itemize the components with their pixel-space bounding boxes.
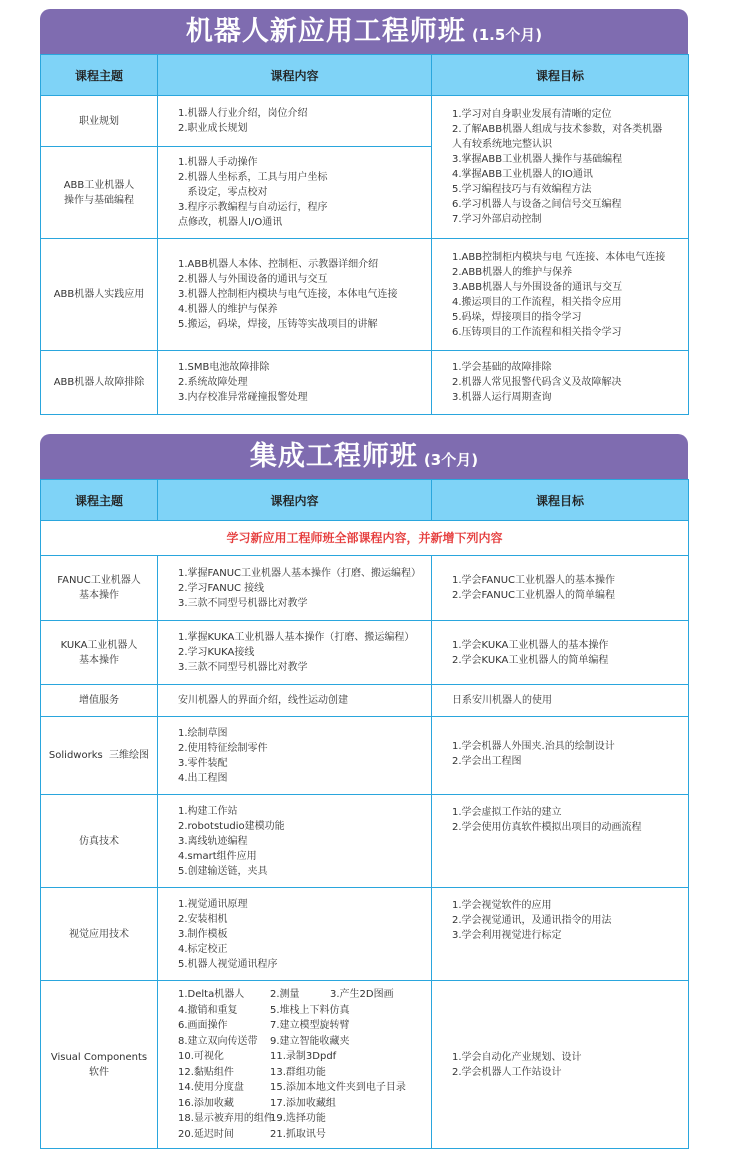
content-line: 3.制作模板 [178, 928, 228, 940]
goal-line: 2.学会使用仿真软件模拟出项目的动画流程 [452, 822, 642, 833]
content-line: 4.机器人的维护与保养 [178, 304, 278, 315]
content-line: 5.搬运，码垛，焊接，压铸等实战项目的讲解 [178, 319, 378, 330]
goal-line: 4.搬运项目的工作流程，相关指令应用 [452, 296, 622, 308]
goal-line: 1.ABB控制柜内模块与电 气连接、本体电气连接 [452, 251, 666, 263]
vc-feature-list [178, 987, 421, 1003]
goal-line: 人有较系统地完整认识 [452, 139, 552, 150]
table-row [41, 888, 689, 981]
goal-line: 日系安川机器人的使用 [452, 695, 552, 706]
topic-text: FANUC工业机器人 [57, 575, 141, 586]
vc-feature-list [178, 1018, 421, 1034]
content-cell [158, 717, 432, 795]
topic-text: 职业规划 [79, 115, 119, 127]
content-line: 点修改，机器人I/O通讯 [178, 217, 283, 228]
topic-text: Visual Components [50, 1051, 148, 1063]
section-1-table [40, 54, 689, 415]
course-note: 学习新应用工程师班全部课程内容，并新增下列内容 [41, 521, 689, 556]
content-cell [158, 351, 432, 415]
section-2-banner [40, 434, 688, 479]
content-line: 1.机器人行业介绍，岗位介绍 [178, 108, 308, 119]
header-topic: 课程主题 [41, 55, 158, 96]
content-line: 1.SMB电池故障排除 [178, 362, 270, 373]
content-cell [158, 96, 432, 147]
goal-line: 3.机器人运行周期查询 [452, 392, 552, 403]
table-header-row [41, 480, 689, 521]
table-row [41, 685, 689, 717]
topic-cell [41, 147, 158, 239]
content-line: 3.内存校准异常碰撞报警处理 [178, 392, 308, 403]
goal-cell [432, 621, 689, 685]
content-line: 2.学习KUKA接线 [178, 647, 255, 658]
list-item: 2.测量 [270, 989, 300, 1000]
content-line: 2.机器人与外围设备的通讯与交互 [178, 274, 328, 285]
course-section-2 [40, 434, 688, 1149]
vc-feature-list [178, 1003, 421, 1019]
content-line: 2.使用特征绘制零件 [178, 742, 268, 754]
list-item: 7.建立模型旋转臂 [270, 1020, 350, 1031]
goal-cell [432, 685, 689, 717]
vc-feature-list [178, 1111, 421, 1127]
goal-line: 1.学会机器人外围夹.治具的绘制设计 [452, 741, 615, 752]
goal-line: 7.学习外部启动控制 [452, 214, 542, 225]
vc-feature-list [178, 1049, 421, 1065]
topic-text: 视觉应用技术 [69, 928, 129, 940]
list-item: 5.堆栈上下料仿真 [270, 1004, 350, 1016]
topic-cell [41, 795, 158, 888]
goal-line: 1.学习对自身职业发展有清晰的定位 [452, 109, 612, 120]
vc-feature-list [178, 1080, 421, 1096]
content-line: 2.robotstudio建模功能 [178, 820, 285, 832]
topic-text: 仿真技术 [79, 835, 119, 847]
content-cell [158, 981, 432, 1149]
goal-line: 2.学会视觉通讯，及通讯指令的用法 [452, 915, 612, 926]
goal-cell [432, 556, 689, 621]
list-item: 12.黏贴组件 [178, 1066, 234, 1078]
goal-line: 2.学会机器人工作站设计 [452, 1066, 562, 1078]
topic-text: Solidworks 三维绘图 [48, 750, 150, 761]
table-row [41, 96, 689, 147]
table-row [41, 981, 689, 1149]
list-item: 17.添加收藏组 [270, 1097, 336, 1109]
topic-cell [41, 685, 158, 717]
list-item: 6.画面操作 [178, 1020, 228, 1031]
content-cell [158, 795, 432, 888]
topic-cell [41, 351, 158, 415]
list-item: 4.撤销和重复 [178, 1004, 238, 1016]
list-item: 15.添加本地文件夹到电子目录 [270, 1082, 406, 1093]
goal-line: 1.学会FANUC工业机器人的基本操作 [452, 575, 615, 586]
goal-line: 1.学会自动化产业规划、设计 [452, 1051, 582, 1063]
content-cell [158, 239, 432, 351]
goal-cell [432, 888, 689, 981]
topic-text: ABB机器人实践应用 [53, 289, 145, 300]
table-header-row [41, 55, 689, 96]
list-item: 14.使用分度盘 [178, 1082, 244, 1093]
topic-text: 增值服务 [79, 695, 119, 706]
list-item: 18.显示被弃用的组件 [178, 1113, 274, 1124]
goal-line: 2.ABB机器人的维护与保养 [452, 266, 573, 278]
section-1-banner [40, 9, 688, 54]
content-line: 2.机器人坐标系，工具与用户坐标 [178, 172, 328, 183]
content-line: 4.出工程图 [178, 772, 228, 784]
content-line: 1.视觉通讯原理 [178, 898, 248, 910]
content-line: 安川机器人的界面介绍，线性运动创建 [178, 695, 348, 706]
goal-line: 2.机器人常见报警代码含义及故障解决 [452, 377, 622, 388]
content-line: 2.学习FANUC 接线 [178, 582, 265, 594]
content-line: 5.创建输送链，夹具 [178, 865, 268, 877]
header-goal: 课程目标 [432, 480, 689, 521]
content-cell [158, 621, 432, 685]
content-line: 4.标定校正 [178, 943, 228, 955]
goal-line: 2.学会KUKA工业机器人的简单编程 [452, 654, 609, 666]
topic-text: 基本操作 [79, 590, 119, 601]
vc-feature-list [178, 1096, 421, 1112]
goal-line: 1.学会基础的故障排除 [452, 362, 552, 373]
topic-text: 基本操作 [79, 654, 119, 666]
content-line: 2.系统故障处理 [178, 377, 248, 388]
content-line: 1.绘制草图 [178, 727, 228, 739]
content-line: 3.程序示教编程与自动运行，程序 [178, 202, 328, 213]
goal-line: 5.学习编程技巧与有效编程方法 [452, 184, 592, 195]
topic-text: 软件 [89, 1066, 109, 1078]
course-section-1 [40, 9, 688, 415]
content-cell [158, 685, 432, 717]
list-item: 10.可视化 [178, 1051, 224, 1062]
content-line: 1.ABB机器人本体、控制柜、示教器详细介绍 [178, 259, 379, 270]
content-cell [158, 888, 432, 981]
content-line: 3.离线轨迹编程 [178, 835, 248, 847]
table-row [41, 717, 689, 795]
topic-cell [41, 239, 158, 351]
header-content: 课程内容 [158, 55, 432, 96]
content-line: 3.零件装配 [178, 757, 228, 769]
table-row [41, 239, 689, 351]
content-cell [158, 147, 432, 239]
content-line: 5.机器人视觉通讯程序 [178, 958, 278, 970]
topic-text: ABB工业机器人 [63, 179, 135, 191]
content-line: 1.掌握FANUC工业机器人基本操作（打磨、搬运编程） [178, 567, 421, 579]
topic-text: 操作与基础编程 [64, 194, 134, 206]
list-item: 13.群组功能 [270, 1066, 326, 1078]
content-line: 4.smart组件应用 [178, 850, 257, 862]
note-row [41, 521, 689, 556]
header-topic: 课程主题 [41, 480, 158, 521]
topic-cell [41, 717, 158, 795]
vc-feature-list [178, 1034, 421, 1050]
list-item: 16.添加收藏 [178, 1097, 234, 1109]
content-cell [158, 556, 432, 621]
section-1-duration: (1.5个月) [471, 26, 543, 44]
list-item: 21.抓取讯号 [270, 1128, 326, 1140]
goal-line: 2.学会出工程图 [452, 756, 522, 767]
topic-cell [41, 556, 158, 621]
goal-line: 3.ABB机器人与外围设备的通讯与交互 [452, 281, 623, 293]
goal-line: 4.掌握ABB工业机器人的IO通讯 [452, 169, 593, 180]
content-line: 3.三款不同型号机器比对教学 [178, 662, 308, 673]
section-2-title: 集成工程师班 [249, 441, 418, 472]
goal-line: 1.学会KUKA工业机器人的基本操作 [452, 639, 609, 651]
goal-line: 2.了解ABB机器人组成与技术参数，对各类机器 [452, 124, 663, 135]
list-item: 9.建立智能收藏夹 [270, 1035, 350, 1047]
goal-line: 1.学会虚拟工作站的建立 [452, 807, 562, 818]
table-row [41, 556, 689, 621]
content-line: 1.掌握KUKA工业机器人基本操作（打磨、搬运编程） [178, 632, 415, 643]
goal-line: 3.学会利用视觉进行标定 [452, 930, 562, 941]
content-line: 1.构建工作站 [178, 805, 238, 817]
list-item: 1.Delta机器人 [178, 989, 245, 1000]
content-line: 1.机器人手动操作 [178, 157, 258, 168]
goal-cell [432, 717, 689, 795]
table-row [41, 351, 689, 415]
topic-cell [41, 621, 158, 685]
goal-line: 2.学会FANUC工业机器人的简单编程 [452, 590, 615, 601]
vc-feature-list [178, 1127, 421, 1143]
topic-text: ABB机器人故障排除 [53, 377, 145, 388]
section-2-table [40, 479, 689, 1149]
list-item: 8.建立双向传送带 [178, 1035, 258, 1047]
content-line: 3.三款不同型号机器比对教学 [178, 597, 308, 609]
topic-text: KUKA工业机器人 [60, 639, 138, 651]
goal-cell [432, 96, 689, 239]
goal-line: 1.学会视觉软件的应用 [452, 900, 552, 911]
goal-line: 6.压铸项目的工作流程和相关指令学习 [452, 326, 622, 338]
header-content: 课程内容 [158, 480, 432, 521]
content-line: 系设定，零点校对 [178, 187, 268, 198]
table-row [41, 795, 689, 888]
header-goal: 课程目标 [432, 55, 689, 96]
vc-feature-list [178, 1065, 421, 1081]
topic-cell [41, 888, 158, 981]
goal-cell [432, 795, 689, 888]
goal-line: 5.码垛，焊接项目的指令学习 [452, 311, 582, 323]
content-line: 2.职业成长规划 [178, 123, 248, 134]
goal-cell [432, 351, 689, 415]
topic-cell [41, 96, 158, 147]
topic-cell [41, 981, 158, 1149]
content-line: 3.机器人控制柜内模块与电气连接，本体电气连接 [178, 289, 398, 300]
section-2-duration: (3个月) [423, 451, 479, 469]
list-item: 3.产生2D图画 [330, 989, 394, 1000]
goal-line: 6.学习机器人与设备之间信号交互编程 [452, 199, 622, 210]
list-item: 20.延迟时间 [178, 1128, 234, 1140]
list-item: 11.录制3Dpdf [270, 1051, 337, 1062]
table-row [41, 621, 689, 685]
goal-cell [432, 981, 689, 1149]
goal-line: 3.掌握ABB工业机器人操作与基础编程 [452, 154, 623, 165]
content-line: 2.安装相机 [178, 913, 228, 925]
goal-cell [432, 239, 689, 351]
section-1-title: 机器人新应用工程师班 [185, 16, 466, 47]
list-item: 19.选择功能 [270, 1113, 326, 1124]
